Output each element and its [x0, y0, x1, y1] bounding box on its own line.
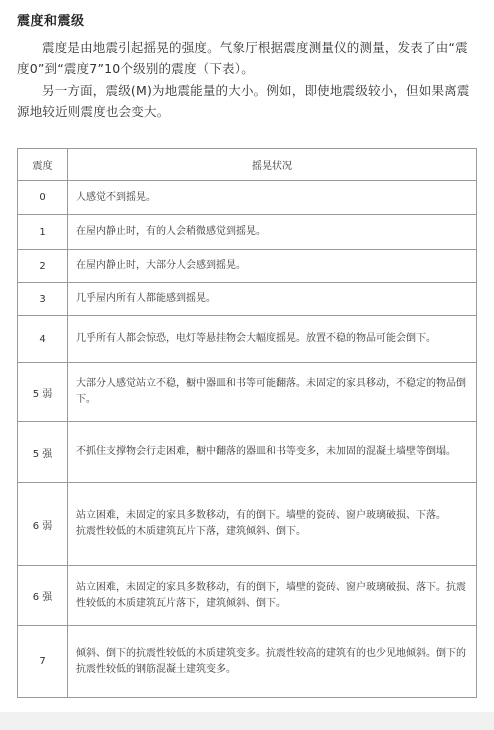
intensity-level: 1 [18, 215, 68, 250]
intensity-level: 6 弱 [18, 483, 68, 566]
header-shaking-status: 摇晃状况 [68, 149, 477, 181]
page-bottom-strip [0, 712, 494, 730]
table-row [18, 215, 477, 250]
shaking-description: 在屋内静止时，大部分人会感到摇晃。 [68, 250, 477, 283]
paragraph-intensity-definition: 震度是由地震引起摇晃的强度。气象厅根据震度测量仪的测量，发表了由“震度0”到“震度7”10个级别的震度（下表）。 [17, 40, 468, 76]
shaking-description: 几乎屋内所有人都能感到摇晃。 [68, 283, 477, 316]
table-row [18, 181, 477, 215]
table-row [18, 566, 477, 626]
table-row [18, 316, 477, 363]
intensity-level: 7 [18, 626, 68, 698]
table-row [18, 250, 477, 283]
shaking-description [68, 483, 477, 566]
section-heading: 震度和震级 [17, 14, 85, 29]
table-row [18, 483, 477, 566]
shaking-description: 人感觉不到摇晃。 [68, 181, 477, 215]
header-level: 震度 [18, 149, 68, 181]
shaking-description: 站立困难，未固定的家具多数移动，有的倒下，墙壁的瓷砖、窗户玻璃破损、落下。抗震性较低的木质建筑瓦片落下，建筑倾斜、倒下。 [68, 566, 477, 626]
table-row [18, 363, 477, 422]
intensity-level: 2 [18, 250, 68, 283]
seismic-intensity-table [17, 148, 477, 698]
shaking-description-line1: 站立困难，未固定的家具多数移动，有的倒下。墙壁的瓷砖、窗户玻璃破损、下落。 [76, 510, 446, 521]
intensity-level: 4 [18, 316, 68, 363]
shaking-description-line2: 抗震性较低的木质建筑瓦片下落，建筑倾斜、倒下。 [76, 526, 306, 537]
shaking-description: 不抓住支撑物会行走困难，橱中翻落的器皿和书等变多，未加固的混凝土墙壁等倒塌。 [68, 422, 477, 483]
shaking-description: 几乎所有人都会惊恐，电灯等悬挂物会大幅度摇晃。放置不稳的物品可能会倒下。 [68, 316, 477, 363]
shaking-description: 大部分人感觉站立不稳，橱中器皿和书等可能翻落。未固定的家具移动，不稳定的物品倒下。 [68, 363, 477, 422]
shaking-description: 在屋内静止时，有的人会稍微感觉到摇晃。 [68, 215, 477, 250]
intensity-level: 0 [18, 181, 68, 215]
intensity-level: 5 弱 [18, 363, 68, 422]
paragraph-magnitude-definition: 另一方面，震级(M)为地震能量的大小。例如，即使地震级较小，但如果离震源地较近则震度也会变大。 [17, 83, 470, 119]
shaking-description: 倾斜、倒下的抗震性较低的木质建筑变多。抗震性较高的建筑有的也少见地倾斜。倒下的抗震性较低的钢筋混凝土建筑变多。 [68, 626, 477, 698]
intensity-level: 5 强 [18, 422, 68, 483]
intensity-level: 3 [18, 283, 68, 316]
table-row [18, 626, 477, 698]
intensity-level: 6 强 [18, 566, 68, 626]
table-row [18, 422, 477, 483]
table-header-row [18, 149, 477, 181]
table-row [18, 283, 477, 316]
